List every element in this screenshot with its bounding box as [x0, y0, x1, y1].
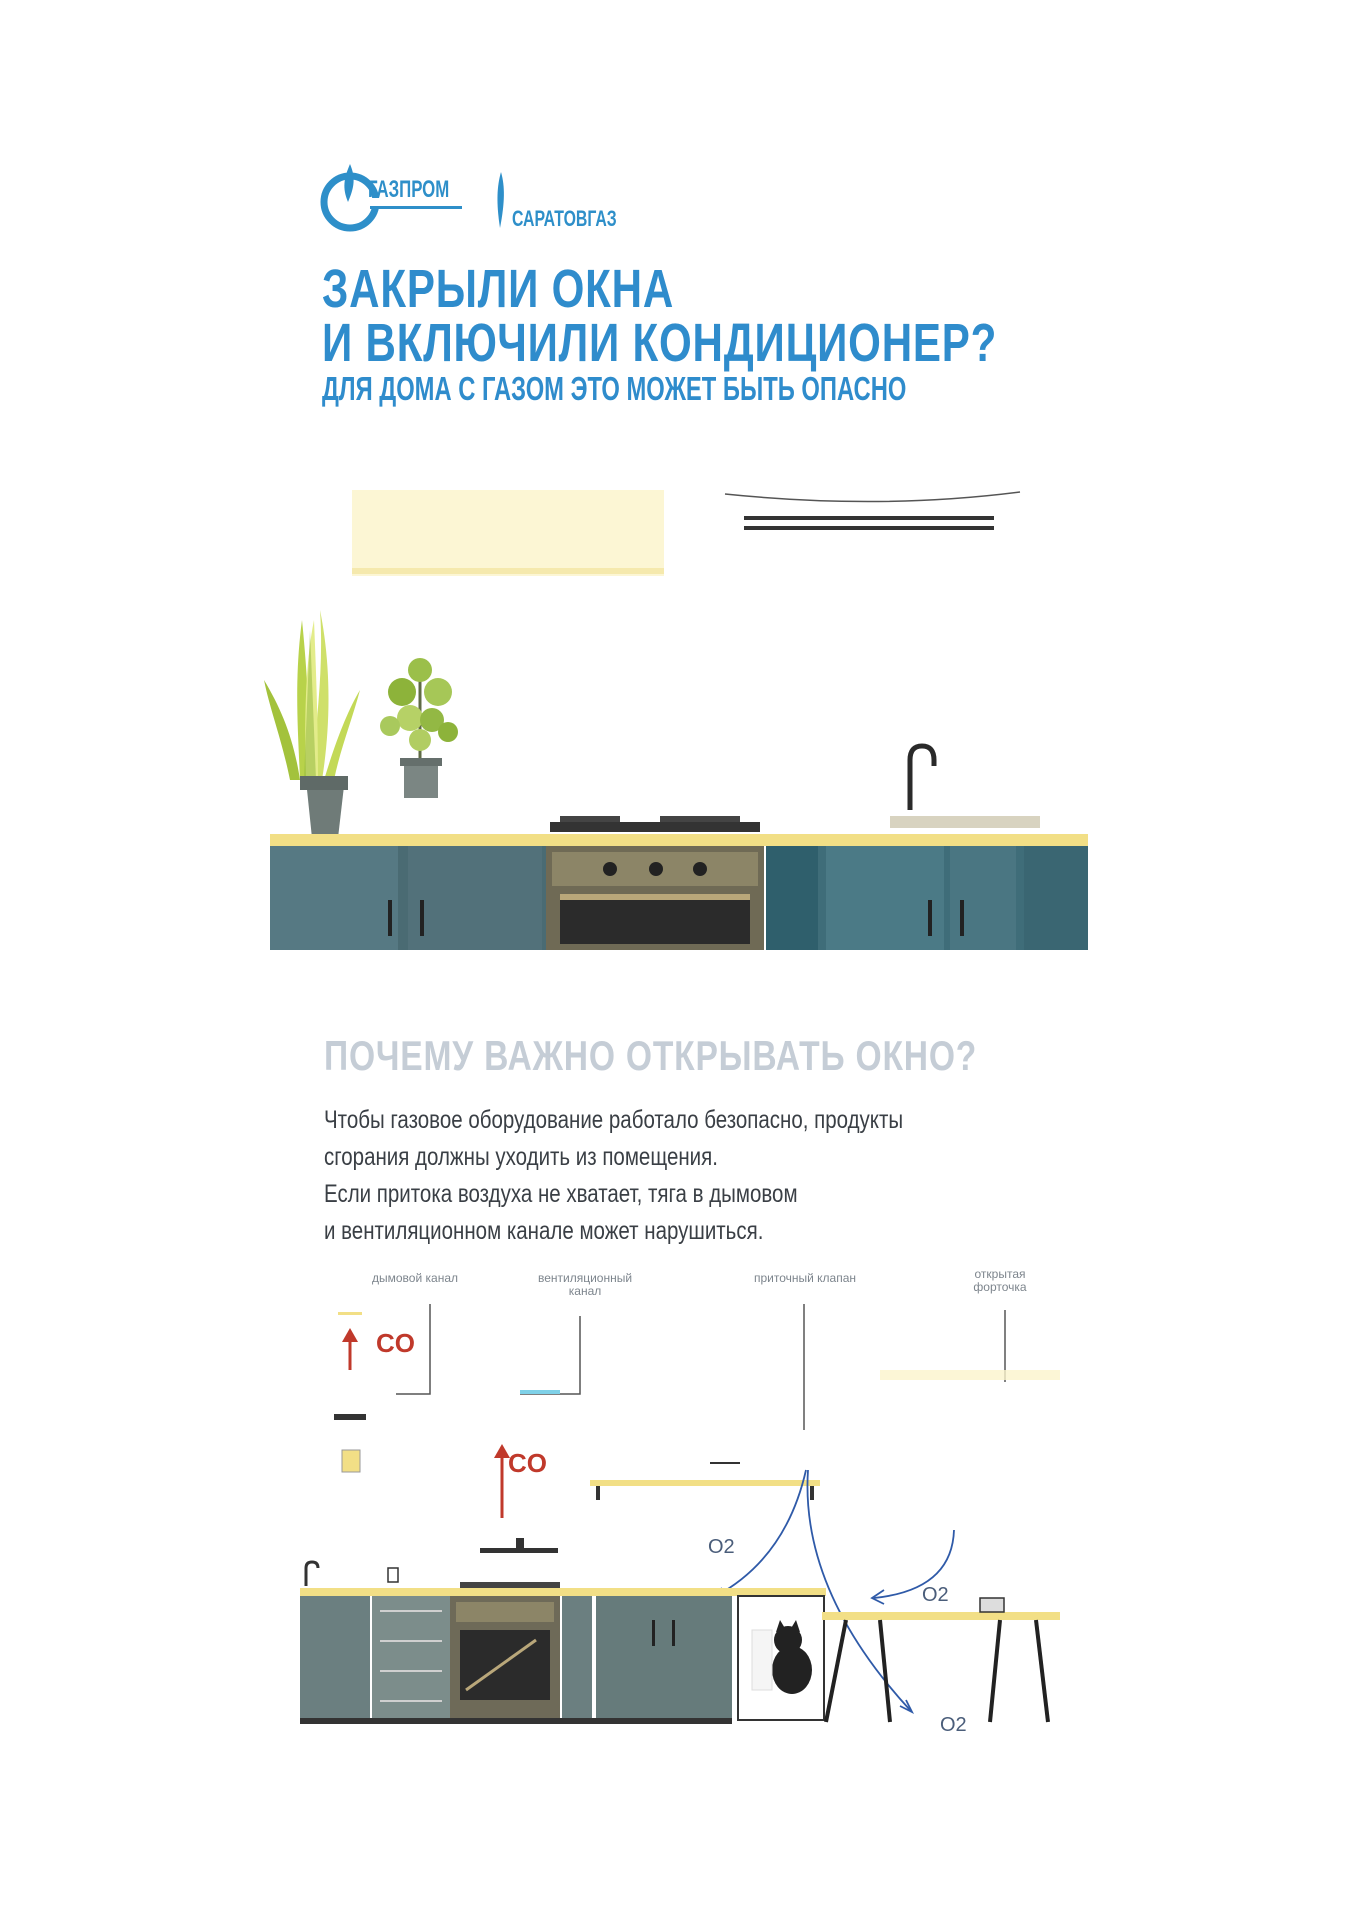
vent-leader-line	[520, 1316, 580, 1394]
snake-plant-icon	[264, 610, 360, 838]
potted-tree-icon	[380, 658, 458, 798]
o2-arrow-window-icon	[874, 1530, 954, 1598]
headline-line-1: ЗАКРЫЛИ ОКНА	[322, 259, 675, 319]
bottom-cabinet-mid	[562, 1596, 592, 1720]
gazprom-logo-text: ГАЗПРОМ	[368, 176, 450, 203]
gazprom-logo-underline	[370, 206, 462, 209]
saratovgaz-flame-icon	[494, 172, 508, 228]
bottom-countertop	[300, 1588, 826, 1596]
kitchen-illustration	[260, 470, 1090, 960]
table-icon	[822, 1598, 1060, 1722]
o2-label-floor: O2	[940, 1714, 967, 1736]
oven-icon	[546, 846, 764, 950]
label-vent-line-1: вентиляционный	[537, 1271, 633, 1285]
hob-icon	[460, 1582, 560, 1588]
co-arrow-kitchen-icon	[494, 1444, 510, 1518]
o2-arrow-valve-icon	[716, 1470, 806, 1596]
paragraph-line-3: Если притока воздуха не хватает, тяга в дымовом	[324, 1180, 798, 1208]
closed-window-icon	[725, 492, 1020, 530]
label-vent-line-2: канал	[568, 1284, 602, 1298]
label-window-line-1: открытая	[974, 1267, 1026, 1281]
faucet-icon	[306, 1562, 318, 1586]
co-label-kitchen: CO	[508, 1448, 547, 1478]
o2-label-window: O2	[922, 1584, 949, 1606]
ventilation-diagram	[300, 1290, 1060, 1750]
co-arrow-up-icon	[338, 1312, 362, 1370]
co-label-chimney: CO	[376, 1328, 415, 1358]
wall-shelf	[590, 1480, 820, 1486]
label-chimney: дымовой канал	[372, 1271, 458, 1285]
chimney-leader-line	[396, 1304, 430, 1394]
headline-subtitle: ДЛЯ ДОМА С ГАЗОМ ЭТО МОЖЕТ БЫТЬ ОПАСНО	[322, 370, 907, 407]
open-window-icon	[880, 1370, 1060, 1380]
range-hood-icon	[480, 1548, 558, 1553]
sink-faucet-icon	[890, 746, 1040, 828]
saratovgaz-logo	[494, 172, 654, 232]
label-supply-valve: приточный клапан	[753, 1271, 857, 1285]
o2-label-valve: O2	[708, 1536, 735, 1558]
bottom-cabinet-left	[300, 1596, 370, 1720]
paragraph-line-4: и вентиляционном канале может нарушиться.	[324, 1217, 764, 1245]
cat-icon	[738, 1596, 824, 1720]
headline-line-2: И ВКЛЮЧИЛИ КОНДИЦИОНЕР?	[322, 313, 998, 373]
air-conditioner-icon	[352, 490, 664, 576]
paragraph-line-2: сгорания должны уходить из помещения.	[324, 1143, 718, 1171]
gas-boiler-icon	[334, 1414, 366, 1472]
countertop	[270, 834, 1088, 846]
saratovgaz-logo-text: САРАТОВГАЗ	[512, 206, 617, 231]
gazprom-logo	[318, 158, 466, 234]
paragraph-line-1: Чтобы газовое оборудование работало безопасно, продукты	[324, 1106, 904, 1134]
label-window-line-2: форточка	[973, 1280, 1027, 1294]
bottom-oven-icon	[450, 1596, 560, 1720]
section-title: ПОЧЕМУ ВАЖНО ОТКРЫВАТЬ ОКНО?	[324, 1032, 978, 1079]
gas-hob-icon	[550, 816, 760, 832]
